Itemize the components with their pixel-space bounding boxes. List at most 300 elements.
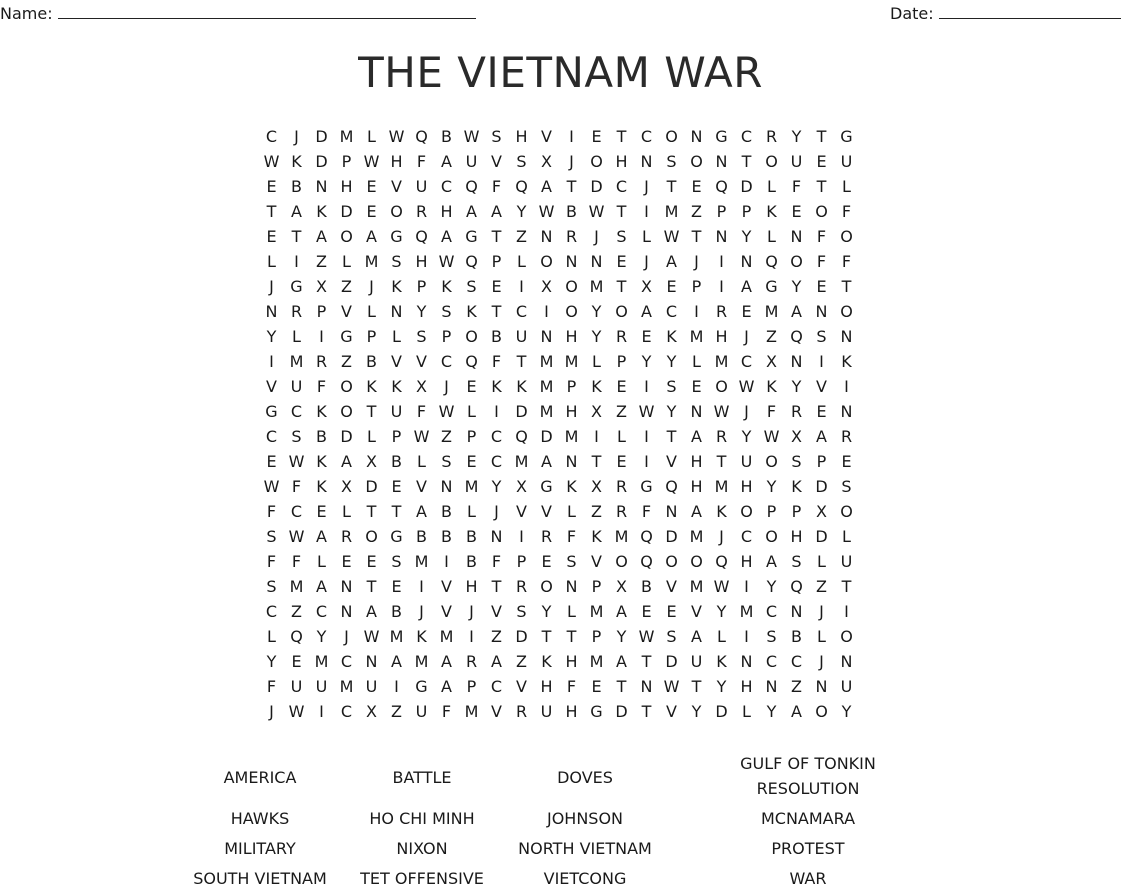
grid-letter[interactable]: E	[466, 452, 477, 471]
grid-letter[interactable]: C	[665, 302, 678, 321]
grid-letter[interactable]: J	[819, 652, 824, 671]
grid-letter[interactable]: G	[590, 702, 603, 721]
grid-letter[interactable]: H	[565, 702, 578, 721]
grid-letter[interactable]: M	[539, 377, 554, 396]
grid-letter[interactable]: U	[290, 377, 303, 396]
grid-letter[interactable]: Y	[766, 702, 777, 721]
grid-letter[interactable]: V	[816, 377, 827, 396]
grid-letter[interactable]: K	[516, 377, 527, 396]
grid-letter[interactable]: L	[467, 402, 476, 421]
grid-letter[interactable]: B	[466, 527, 477, 546]
grid-letter[interactable]: E	[591, 677, 602, 696]
grid-letter[interactable]: E	[266, 227, 277, 246]
grid-letter[interactable]: A	[691, 427, 702, 446]
grid-letter[interactable]: N	[265, 302, 278, 321]
grid-letter[interactable]: F	[266, 552, 277, 571]
grid-letter[interactable]: N	[840, 402, 853, 421]
grid-letter[interactable]: N	[790, 227, 803, 246]
grid-letter[interactable]: Y	[541, 602, 552, 621]
grid-letter[interactable]: M	[414, 652, 429, 671]
grid-letter[interactable]: W	[713, 402, 730, 421]
grid-letter[interactable]: M	[564, 352, 579, 371]
grid-letter[interactable]: L	[267, 252, 276, 271]
grid-letter[interactable]: W	[663, 227, 680, 246]
grid-letter[interactable]: M	[589, 277, 604, 296]
grid-letter[interactable]: Y	[666, 352, 677, 371]
grid-letter[interactable]: M	[289, 352, 304, 371]
grid-letter[interactable]: B	[466, 552, 477, 571]
grid-letter[interactable]: E	[591, 127, 602, 146]
grid-letter[interactable]: W	[438, 402, 455, 421]
grid-letter[interactable]: O	[340, 227, 353, 246]
grid-letter[interactable]: L	[267, 627, 276, 646]
grid-letter[interactable]: E	[366, 202, 377, 221]
grid-letter[interactable]: A	[491, 202, 502, 221]
grid-letter[interactable]: Y	[591, 302, 602, 321]
grid-letter[interactable]: C	[740, 527, 753, 546]
grid-letter[interactable]: G	[640, 477, 653, 496]
grid-letter[interactable]: Z	[516, 227, 527, 246]
grid-letter[interactable]: V	[266, 377, 277, 396]
grid-letter[interactable]: E	[391, 577, 402, 596]
grid-letter[interactable]: Z	[691, 202, 702, 221]
grid-letter[interactable]: J	[369, 277, 374, 296]
grid-letter[interactable]: F	[291, 477, 302, 496]
grid-letter[interactable]: F	[491, 552, 502, 571]
grid-letter[interactable]: R	[615, 477, 628, 496]
grid-letter[interactable]: M	[464, 702, 479, 721]
grid-letter[interactable]: C	[265, 427, 278, 446]
grid-letter[interactable]: O	[565, 277, 578, 296]
grid-letter[interactable]: W	[263, 477, 280, 496]
grid-letter[interactable]: A	[666, 252, 677, 271]
grid-letter[interactable]: X	[816, 502, 827, 521]
grid-letter[interactable]: J	[419, 602, 424, 621]
grid-letter[interactable]: F	[566, 677, 577, 696]
grid-letter[interactable]: C	[265, 127, 278, 146]
grid-letter[interactable]: H	[565, 652, 578, 671]
grid-letter[interactable]: H	[690, 452, 703, 471]
grid-letter[interactable]: M	[439, 627, 454, 646]
grid-letter[interactable]: T	[816, 127, 827, 146]
grid-letter[interactable]: T	[616, 277, 627, 296]
grid-letter[interactable]: T	[616, 202, 627, 221]
grid-letter[interactable]: L	[367, 427, 376, 446]
grid-letter[interactable]: H	[340, 177, 353, 196]
grid-letter[interactable]: F	[266, 677, 277, 696]
grid-letter[interactable]: R	[615, 327, 628, 346]
grid-letter[interactable]: T	[391, 502, 402, 521]
grid-letter[interactable]: L	[717, 627, 726, 646]
grid-letter[interactable]: W	[638, 402, 655, 421]
grid-letter[interactable]: O	[765, 527, 778, 546]
grid-letter[interactable]: O	[390, 202, 403, 221]
grid-letter[interactable]: B	[291, 177, 302, 196]
grid-letter[interactable]: V	[591, 552, 602, 571]
grid-letter[interactable]: M	[464, 477, 479, 496]
grid-letter[interactable]: Q	[515, 427, 528, 446]
grid-letter[interactable]: D	[315, 152, 328, 171]
grid-letter[interactable]: H	[740, 477, 753, 496]
grid-letter[interactable]: P	[416, 277, 427, 296]
grid-letter[interactable]: K	[441, 277, 452, 296]
grid-letter[interactable]: M	[664, 202, 679, 221]
grid-letter[interactable]: L	[842, 527, 851, 546]
grid-letter[interactable]: M	[314, 652, 329, 671]
grid-letter[interactable]: B	[391, 452, 402, 471]
grid-letter[interactable]: N	[715, 227, 728, 246]
grid-letter[interactable]: L	[767, 227, 776, 246]
grid-letter[interactable]: V	[666, 452, 677, 471]
grid-letter[interactable]: S	[666, 377, 677, 396]
grid-letter[interactable]: O	[615, 302, 628, 321]
grid-letter[interactable]: M	[739, 602, 754, 621]
grid-letter[interactable]: K	[716, 502, 727, 521]
grid-letter[interactable]: C	[765, 652, 778, 671]
grid-letter[interactable]: A	[691, 627, 702, 646]
grid-letter[interactable]: N	[340, 602, 353, 621]
grid-letter[interactable]: H	[740, 677, 753, 696]
grid-letter[interactable]: T	[691, 677, 702, 696]
grid-letter[interactable]: Y	[766, 577, 777, 596]
grid-letter[interactable]: X	[366, 702, 377, 721]
grid-letter[interactable]: S	[441, 452, 452, 471]
grid-letter[interactable]: U	[840, 677, 853, 696]
grid-letter[interactable]: S	[416, 327, 427, 346]
grid-letter[interactable]: B	[441, 527, 452, 546]
grid-letter[interactable]: A	[441, 152, 452, 171]
grid-letter[interactable]: V	[391, 352, 402, 371]
grid-letter[interactable]: M	[589, 602, 604, 621]
grid-letter[interactable]: O	[365, 527, 378, 546]
grid-letter[interactable]: G	[290, 277, 303, 296]
grid-letter[interactable]: I	[644, 202, 649, 221]
grid-letter[interactable]: J	[719, 527, 724, 546]
date-input-line[interactable]	[939, 4, 1121, 19]
grid-letter[interactable]: X	[516, 477, 527, 496]
grid-letter[interactable]: O	[665, 552, 678, 571]
grid-letter[interactable]: O	[690, 552, 703, 571]
grid-letter[interactable]: D	[540, 427, 553, 446]
grid-letter[interactable]: O	[765, 152, 778, 171]
grid-letter[interactable]: E	[616, 377, 627, 396]
grid-letter[interactable]: E	[666, 277, 677, 296]
grid-letter[interactable]: N	[790, 352, 803, 371]
grid-letter[interactable]: I	[644, 427, 649, 446]
grid-letter[interactable]: Q	[465, 352, 478, 371]
grid-letter[interactable]: T	[291, 227, 302, 246]
grid-letter[interactable]: I	[394, 677, 399, 696]
grid-letter[interactable]: Y	[491, 477, 502, 496]
grid-letter[interactable]: E	[816, 152, 827, 171]
grid-letter[interactable]: C	[790, 652, 803, 671]
grid-letter[interactable]: V	[416, 352, 427, 371]
grid-letter[interactable]: N	[815, 677, 828, 696]
grid-letter[interactable]: I	[644, 377, 649, 396]
grid-letter[interactable]: K	[716, 652, 727, 671]
grid-letter[interactable]: T	[591, 452, 602, 471]
grid-letter[interactable]: M	[714, 477, 729, 496]
grid-letter[interactable]: Z	[816, 577, 827, 596]
grid-letter[interactable]: Y	[716, 677, 727, 696]
grid-letter[interactable]: L	[567, 502, 576, 521]
grid-letter[interactable]: T	[516, 352, 527, 371]
grid-letter[interactable]: E	[266, 452, 277, 471]
grid-letter[interactable]: A	[691, 502, 702, 521]
grid-letter[interactable]: U	[690, 652, 703, 671]
grid-letter[interactable]: V	[441, 602, 452, 621]
grid-letter[interactable]: M	[564, 427, 579, 446]
grid-letter[interactable]: M	[339, 677, 354, 696]
grid-letter[interactable]: T	[491, 302, 502, 321]
grid-letter[interactable]: Y	[741, 427, 752, 446]
grid-letter[interactable]: S	[391, 552, 402, 571]
grid-letter[interactable]: I	[694, 302, 699, 321]
grid-letter[interactable]: G	[840, 127, 853, 146]
grid-letter[interactable]: U	[840, 552, 853, 571]
grid-letter[interactable]: L	[817, 627, 826, 646]
grid-letter[interactable]: M	[539, 402, 554, 421]
grid-letter[interactable]: C	[440, 352, 453, 371]
grid-letter[interactable]: J	[819, 602, 824, 621]
grid-letter[interactable]: O	[340, 377, 353, 396]
grid-letter[interactable]: M	[764, 302, 779, 321]
grid-letter[interactable]: S	[391, 252, 402, 271]
grid-letter[interactable]: A	[816, 427, 827, 446]
grid-letter[interactable]: O	[540, 252, 553, 271]
grid-letter[interactable]: R	[615, 502, 628, 521]
grid-letter[interactable]: S	[491, 127, 502, 146]
grid-letter[interactable]: A	[341, 452, 352, 471]
grid-letter[interactable]: I	[719, 277, 724, 296]
grid-letter[interactable]: R	[765, 127, 778, 146]
grid-letter[interactable]: N	[590, 252, 603, 271]
grid-letter[interactable]: N	[690, 127, 703, 146]
grid-letter[interactable]: T	[741, 152, 752, 171]
grid-letter[interactable]: K	[391, 377, 402, 396]
grid-letter[interactable]: H	[565, 402, 578, 421]
grid-letter[interactable]: A	[416, 502, 427, 521]
grid-letter[interactable]: D	[590, 177, 603, 196]
grid-letter[interactable]: B	[441, 502, 452, 521]
grid-letter[interactable]: V	[541, 127, 552, 146]
grid-letter[interactable]: X	[791, 427, 802, 446]
grid-letter[interactable]: N	[540, 327, 553, 346]
grid-letter[interactable]: L	[292, 327, 301, 346]
grid-letter[interactable]: O	[590, 152, 603, 171]
grid-letter[interactable]: X	[416, 377, 427, 396]
grid-letter[interactable]: L	[417, 452, 426, 471]
grid-letter[interactable]: Q	[415, 127, 428, 146]
grid-letter[interactable]: S	[766, 627, 777, 646]
grid-letter[interactable]: X	[341, 477, 352, 496]
grid-letter[interactable]: K	[291, 152, 302, 171]
grid-letter[interactable]: B	[641, 577, 652, 596]
grid-letter[interactable]: A	[316, 227, 327, 246]
grid-letter[interactable]: A	[766, 552, 777, 571]
grid-letter[interactable]: W	[363, 627, 380, 646]
grid-letter[interactable]: K	[316, 402, 327, 421]
grid-letter[interactable]: U	[290, 677, 303, 696]
grid-letter[interactable]: W	[413, 427, 430, 446]
grid-letter[interactable]: L	[367, 127, 376, 146]
grid-letter[interactable]: S	[791, 552, 802, 571]
grid-letter[interactable]: I	[594, 427, 599, 446]
grid-letter[interactable]: K	[791, 477, 802, 496]
grid-letter[interactable]: R	[540, 527, 553, 546]
grid-letter[interactable]: A	[791, 302, 802, 321]
grid-letter[interactable]: H	[390, 152, 403, 171]
grid-letter[interactable]: Z	[316, 252, 327, 271]
grid-letter[interactable]: C	[490, 427, 503, 446]
grid-letter[interactable]: J	[594, 227, 599, 246]
grid-letter[interactable]: Y	[266, 327, 277, 346]
grid-letter[interactable]: G	[265, 402, 278, 421]
grid-letter[interactable]: V	[666, 577, 677, 596]
grid-letter[interactable]: X	[766, 352, 777, 371]
grid-letter[interactable]: N	[790, 602, 803, 621]
grid-letter[interactable]: B	[491, 327, 502, 346]
grid-letter[interactable]: D	[665, 527, 678, 546]
grid-letter[interactable]: C	[740, 127, 753, 146]
grid-letter[interactable]: P	[616, 352, 627, 371]
name-field[interactable]	[0, 4, 476, 23]
grid-letter[interactable]: I	[469, 627, 474, 646]
grid-letter[interactable]: P	[816, 452, 827, 471]
grid-letter[interactable]: P	[591, 577, 602, 596]
grid-letter[interactable]: V	[491, 602, 502, 621]
grid-letter[interactable]: F	[491, 177, 502, 196]
grid-letter[interactable]: T	[641, 652, 652, 671]
grid-letter[interactable]: X	[541, 152, 552, 171]
grid-letter[interactable]: E	[266, 177, 277, 196]
grid-letter[interactable]: C	[440, 177, 453, 196]
grid-letter[interactable]: I	[444, 552, 449, 571]
grid-letter[interactable]: L	[567, 602, 576, 621]
grid-letter[interactable]: R	[340, 527, 353, 546]
grid-letter[interactable]: A	[491, 652, 502, 671]
grid-letter[interactable]: Q	[465, 252, 478, 271]
grid-letter[interactable]: E	[816, 402, 827, 421]
grid-letter[interactable]: X	[641, 277, 652, 296]
grid-letter[interactable]: M	[689, 577, 704, 596]
grid-letter[interactable]: W	[738, 377, 755, 396]
grid-letter[interactable]: T	[841, 577, 852, 596]
grid-letter[interactable]: A	[541, 177, 552, 196]
grid-letter[interactable]: K	[591, 527, 602, 546]
grid-letter[interactable]: O	[340, 402, 353, 421]
grid-letter[interactable]: E	[641, 327, 652, 346]
grid-letter[interactable]: G	[465, 227, 478, 246]
grid-letter[interactable]: P	[766, 502, 777, 521]
grid-letter[interactable]: Y	[516, 202, 527, 221]
grid-letter[interactable]: J	[569, 152, 574, 171]
grid-letter[interactable]: T	[366, 577, 377, 596]
grid-letter[interactable]: F	[566, 527, 577, 546]
grid-letter[interactable]: W	[763, 427, 780, 446]
grid-letter[interactable]: A	[441, 652, 452, 671]
grid-letter[interactable]: G	[340, 327, 353, 346]
grid-letter[interactable]: R	[315, 352, 328, 371]
grid-letter[interactable]: A	[291, 202, 302, 221]
grid-letter[interactable]: T	[616, 127, 627, 146]
grid-letter[interactable]: W	[288, 452, 305, 471]
grid-letter[interactable]: A	[616, 602, 627, 621]
grid-letter[interactable]: M	[714, 352, 729, 371]
grid-letter[interactable]: U	[840, 152, 853, 171]
grid-letter[interactable]: B	[316, 427, 327, 446]
grid-letter[interactable]: Y	[791, 277, 802, 296]
grid-letter[interactable]: Z	[291, 602, 302, 621]
grid-letter[interactable]: Y	[741, 227, 752, 246]
grid-letter[interactable]: H	[565, 327, 578, 346]
grid-letter[interactable]: N	[315, 177, 328, 196]
grid-letter[interactable]: M	[339, 127, 354, 146]
grid-letter[interactable]: Y	[791, 377, 802, 396]
grid-letter[interactable]: B	[566, 202, 577, 221]
grid-letter[interactable]: E	[491, 277, 502, 296]
grid-letter[interactable]: U	[390, 402, 403, 421]
grid-letter[interactable]: A	[391, 652, 402, 671]
grid-letter[interactable]: D	[315, 127, 328, 146]
grid-letter[interactable]: F	[266, 502, 277, 521]
grid-letter[interactable]: W	[663, 677, 680, 696]
grid-letter[interactable]: P	[316, 302, 327, 321]
grid-letter[interactable]: P	[491, 252, 502, 271]
grid-letter[interactable]: C	[490, 677, 503, 696]
grid-letter[interactable]: L	[842, 177, 851, 196]
grid-letter[interactable]: P	[566, 377, 577, 396]
grid-letter[interactable]: D	[715, 702, 728, 721]
grid-letter[interactable]: I	[519, 527, 524, 546]
grid-letter[interactable]: M	[539, 352, 554, 371]
grid-letter[interactable]: M	[414, 552, 429, 571]
grid-letter[interactable]: B	[366, 352, 377, 371]
grid-letter[interactable]: Q	[765, 252, 778, 271]
grid-letter[interactable]: E	[316, 502, 327, 521]
grid-letter[interactable]: J	[744, 327, 749, 346]
grid-letter[interactable]: R	[515, 702, 528, 721]
grid-letter[interactable]: O	[715, 377, 728, 396]
grid-letter[interactable]: M	[589, 652, 604, 671]
grid-letter[interactable]: P	[466, 427, 477, 446]
grid-letter[interactable]: T	[566, 627, 577, 646]
grid-letter[interactable]: H	[465, 577, 478, 596]
grid-letter[interactable]: I	[569, 127, 574, 146]
grid-letter[interactable]: I	[269, 352, 274, 371]
grid-letter[interactable]: I	[419, 577, 424, 596]
grid-letter[interactable]: H	[415, 252, 428, 271]
grid-letter[interactable]: I	[494, 402, 499, 421]
grid-letter[interactable]: Y	[841, 702, 852, 721]
grid-letter[interactable]: Y	[666, 402, 677, 421]
grid-letter[interactable]: E	[616, 452, 627, 471]
grid-letter[interactable]: P	[591, 627, 602, 646]
grid-letter[interactable]: Z	[491, 627, 502, 646]
grid-letter[interactable]: J	[644, 177, 649, 196]
grid-letter[interactable]: H	[615, 152, 628, 171]
grid-letter[interactable]: S	[516, 152, 527, 171]
grid-letter[interactable]: U	[315, 677, 328, 696]
grid-letter[interactable]: R	[465, 652, 478, 671]
grid-letter[interactable]: P	[791, 502, 802, 521]
grid-letter[interactable]: F	[816, 252, 827, 271]
grid-letter[interactable]: Y	[591, 327, 602, 346]
name-input-line[interactable]	[58, 4, 476, 19]
grid-letter[interactable]: L	[392, 327, 401, 346]
grid-letter[interactable]: K	[666, 327, 677, 346]
grid-letter[interactable]: M	[514, 452, 529, 471]
